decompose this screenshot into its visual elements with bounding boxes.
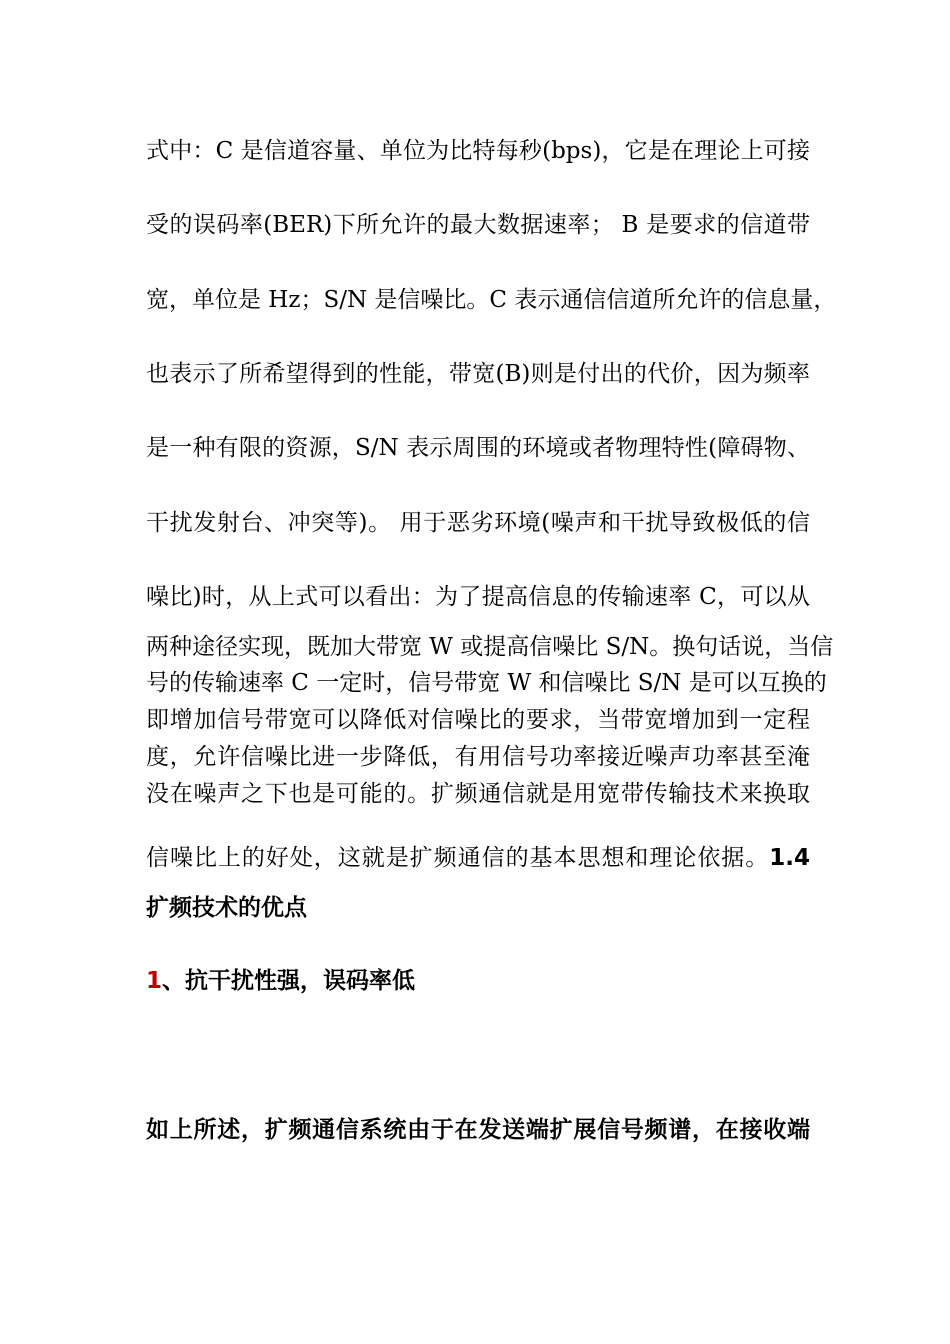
paragraph-line: 如上所述，扩频通信系统由于在发送端扩展信号频谱，在接收端 [146, 1117, 810, 1143]
body-text-line: 噪比)时，从上式可以看出：为了提高信息的传输速率 C，可以从 [146, 584, 810, 610]
body-text-line-with-heading-number [146, 843, 810, 873]
body-text-line: 干扰发射台、冲突等)。 用于恶劣环境(噪声和干扰导致极低的信 [146, 510, 810, 536]
subsection-title: 、抗干扰性强，误码率低 [162, 968, 416, 994]
body-text-line: 也表示了所希望得到的性能，带宽(B)则是付出的代价，因为频率 [146, 361, 810, 387]
body-text-line: 度，允许信噪比进一步降低，有用信号功率接近噪声功率甚至淹 [146, 744, 810, 770]
body-text-line: 受的误码率(BER)下所允许的最大数据速率； B 是要求的信道带 [146, 212, 810, 238]
body-text-line: 即增加信号带宽可以降低对信噪比的要求，当带宽增加到一定程 [146, 707, 810, 733]
body-text-line: 号的传输速率 C 一定时，信号带宽 W 和信噪比 S/N 是可以互换的 [146, 670, 827, 696]
body-text-line: 是一种有限的资源，S/N 表示周围的环境或者物理特性(障碍物、 [146, 435, 810, 461]
body-text-line: 宽，单位是 Hz；S/N 是信噪比。C 表示通信信道所允许的信息量， [146, 287, 837, 313]
section-title: 扩频技术的优点 [146, 895, 307, 921]
section-number: 1.4 [769, 845, 810, 871]
body-text-fragment: 信噪比上的好处，这就是扩频通信的基本思想和理论依据。 [146, 845, 770, 871]
subsection-number: 1 [146, 968, 163, 994]
body-text-line: 没在噪声之下也是可能的。扩频通信就是用宽带传输技术来换取 [146, 781, 810, 807]
body-text-line: 式中：C 是信道容量、单位为比特每秒(bps)，它是在理论上可接 [146, 138, 810, 164]
body-text-line: 两种途径实现，既加大带宽 W 或提高信噪比 S/N。换句话说，当信 [146, 634, 834, 660]
subsection-heading [146, 966, 810, 996]
